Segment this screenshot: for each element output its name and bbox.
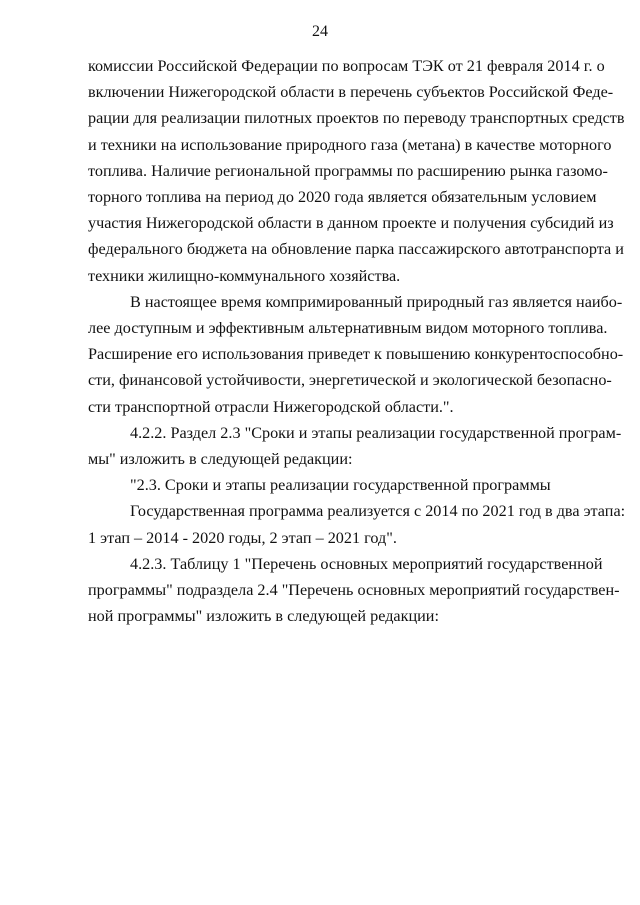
text-line: комиссии Российской Федерации по вопросам ТЭК от 21 февраля 2014 г. о (88, 57, 605, 75)
paragraph-section-2-3-heading (88, 472, 596, 498)
text-line: лее доступным и эффективным альтернативным видом моторного топлива. (88, 319, 608, 338)
text-line: "2.3. Сроки и этапы реализации государственной программы (130, 476, 551, 495)
text-line: техники жилищно-коммунального хозяйства. (88, 266, 401, 285)
paragraph-section-2-3-amendment (88, 420, 622, 472)
text-line: ной программы" изложить в следующей редакции: (88, 607, 439, 626)
document-body (88, 53, 626, 629)
text-line: В настоящее время компримированный природный газ является наибо- (130, 292, 623, 311)
paragraph-program-stages (88, 498, 626, 550)
text-line: топлива. Наличие региональной программы по расширению рынка газомо- (88, 161, 608, 180)
text-line: рации для реализации пилотных проектов по переводу транспортных средств (88, 109, 625, 128)
text-line: включении Нижегородской области в перечень субъектов Российской Феде- (88, 83, 614, 102)
text-line: участия Нижегородской области в данном проекте и получения субсидий из (88, 214, 614, 233)
text-line: сти транспортной отрасли Нижегородской области.". (88, 397, 454, 416)
text-line: сти, финансовой устойчивости, энергетической и экологической безопасно- (88, 371, 612, 390)
paragraph-commission-decision (88, 53, 625, 289)
text-line: программы" подраздела 2.4 "Перечень основных мероприятий государствен- (88, 581, 620, 600)
text-line: мы" изложить в следующей редакции: (88, 450, 353, 469)
paragraph-table-1-amendment (88, 551, 620, 630)
text-line: Расширение его использования приведет к повышению конкурентоспособно- (88, 345, 624, 364)
text-line: 4.2.2. Раздел 2.3 "Сроки и этапы реализации государственной програм- (130, 423, 622, 442)
text-line: 1 этап – 2014 - 2020 годы, 2 этап – 2021 год". (88, 528, 397, 547)
page-number: 24 (312, 23, 328, 40)
text-line: федерального бюджета на обновление парка пассажирского автотранспорта и (88, 240, 624, 259)
text-line: Государственная программа реализуется с 2014 по 2021 год в два этапа: (130, 502, 626, 521)
text-line: торного топлива на период до 2020 года является обязательным условием (88, 188, 597, 207)
text-line: 4.2.3. Таблицу 1 "Перечень основных мероприятий государственной (130, 554, 603, 573)
text-line: и техники на использование природного газа (метана) в качестве моторного (88, 135, 612, 154)
paragraph-natural-gas (88, 289, 624, 420)
